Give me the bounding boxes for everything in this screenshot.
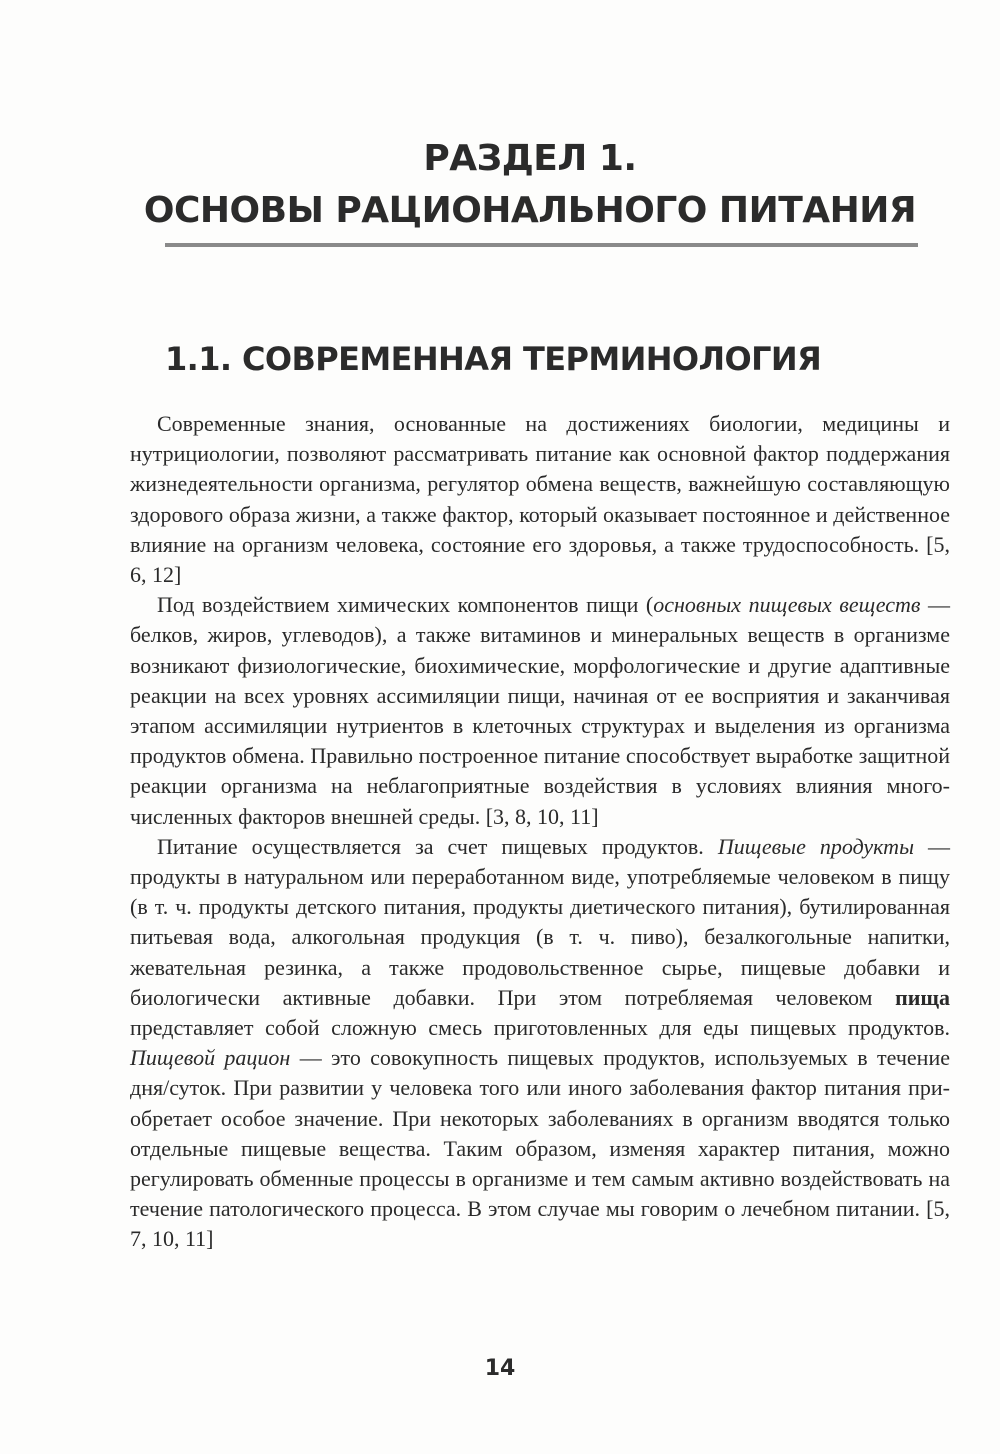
paragraph-3-text-1: Питание осуществляется за счет пищевых продуктов. bbox=[157, 833, 718, 859]
term-basic-nutrients: основных пищевых веществ bbox=[653, 592, 921, 618]
section-title: 1.1. СОВРЕМЕННАЯ ТЕРМИНОЛОГИЯ bbox=[165, 340, 822, 378]
term-food: пища bbox=[895, 984, 950, 1010]
chapter-title bbox=[130, 133, 930, 237]
paragraph-3-text-3: представляет собой сложную смесь приготовленных для еды пищевых продуктов. bbox=[130, 1015, 950, 1041]
chapter-title-line-1: РАЗДЕЛ 1. bbox=[423, 138, 637, 179]
term-food-products: Пищевые продукты bbox=[717, 833, 914, 859]
chapter-title-line-2: ОСНОВЫ РАЦИОНАЛЬНОГО ПИТАНИЯ bbox=[143, 190, 917, 231]
page-number: 14 bbox=[484, 1356, 516, 1381]
paragraph-3 bbox=[130, 832, 950, 1255]
paragraph-2-text-1: Под воздействием химических компонентов пищи ( bbox=[157, 592, 654, 618]
chapter-divider bbox=[165, 243, 918, 247]
paragraph-3-text-2: — продукты в натуральном или переработанном виде, употребляемые человеком в пищу (в т. ч. продукты детского питания, продукты диетического питания), бутилированная питьевая вода, алкогольная продукция (в т. ч. пиво), безалкогольные напитки, жевательная резинка, а также продовольственное сырье, пищевые добавки и биологически активные добавки. При этом потребляемая человеком bbox=[130, 833, 951, 1010]
paragraph-3-text-4: — это совокупность пищевых продуктов, используемых в течение дня/суток. При развитии у человека того или иного заболевания фактор питания приобретает особое значение. При некоторых заболеваниях в организм вводятся только отдельные пищевые вещества. Таким образом, изменяя характер питания, можно регулировать обменные процессы в организме и тем самым активно воздействовать на течение патологического процесса. В этом случае мы говорим о лечебном питании. [5, 7, 10, 11] bbox=[130, 1045, 950, 1252]
paragraph-1: Современные знания, основанные на достижениях биологии, медицины и нутрициологии, позволяют рассматривать питание как основной фактор поддержания жизнедеятельности организма, регулятор обмена веществ, важнейшую составляющую здорового образа жизни, а также фактор, который оказывает постоянное и действенное влияние на организм человека, состояние его здоровья, а также трудоспособность. [5, 6, 12] bbox=[130, 411, 950, 588]
paragraph-2 bbox=[130, 590, 950, 832]
paragraph-2-text-2: — белков, жиров, углеводов), а также витаминов и минеральных веществ в организме возникают физиологические, биохимические, морфологические и другие адаптивные реакции на всех уровнях ассимиляции пищи, начиная от ее восприятия и заканчивая этапом ассимиляции нутриентов в клеточных структурах и выделения из организма продуктов обмена. Правильно построенное питание способствует выработке защитной реакции организма на неблагоприятные воздействия в условиях влияния многочисленных факторов внешней среды. [3, 8, 10, 11] bbox=[130, 592, 951, 829]
term-diet: Пищевой рацион bbox=[130, 1045, 291, 1071]
body-text bbox=[130, 409, 950, 1255]
